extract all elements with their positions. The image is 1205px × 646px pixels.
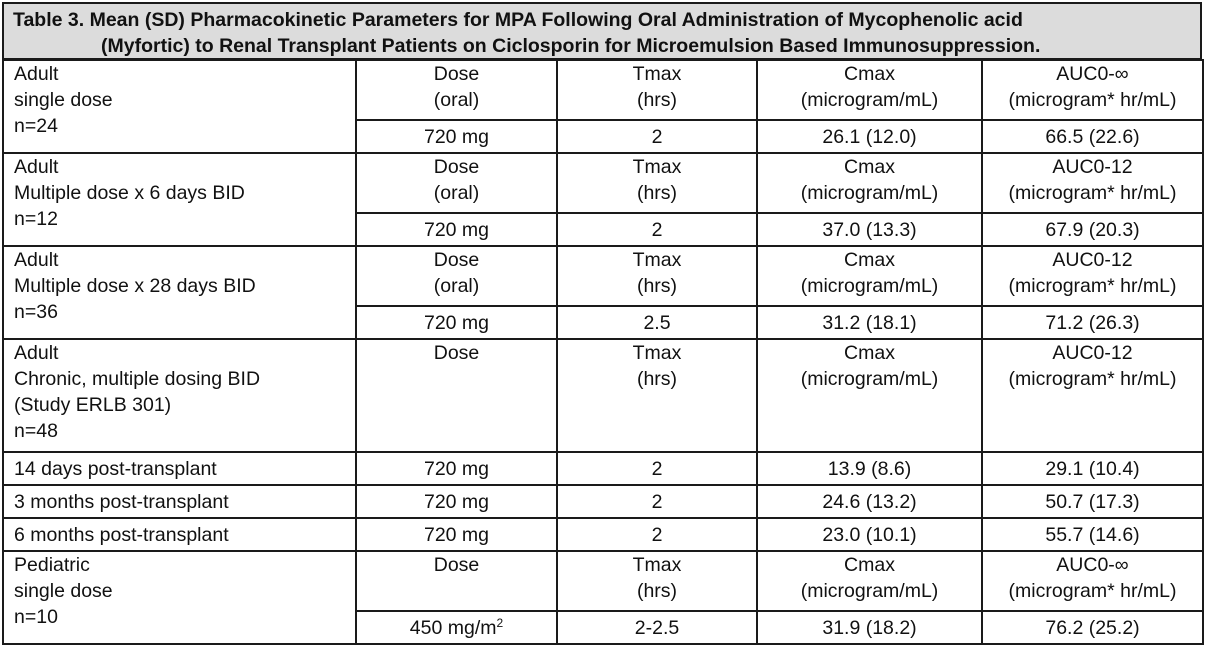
header-cmax: Cmax (microgram/mL)	[757, 551, 982, 611]
auc-value: 67.9 (20.3)	[982, 213, 1203, 246]
dose-value: 450 $mg/m^2$	[356, 611, 557, 644]
table-header-row	[3, 153, 1203, 213]
header-tmax: Tmax (hrs)	[557, 551, 757, 611]
cmax-value: 26.1 (12.0)	[757, 120, 982, 153]
tmax-value: 2	[557, 452, 757, 485]
table-header-row	[3, 551, 1203, 611]
table-header-row	[3, 339, 1203, 452]
header-dose: Dose (oral)	[356, 246, 557, 306]
tmax-value: 2-2.5	[557, 611, 757, 644]
row-label: 14 days post-transplant	[3, 452, 356, 485]
tmax-value: 2	[557, 120, 757, 153]
header-dose: Dose	[356, 339, 557, 452]
header-tmax: Tmax (hrs)	[557, 153, 757, 213]
dose-value: 720 mg	[356, 213, 557, 246]
header-cmax: Cmax (microgram/mL)	[757, 339, 982, 452]
header-auc: AUC0-12 (microgram* hr/mL)	[982, 246, 1203, 306]
group-label-adult-6-days: Adult Multiple dose x 6 days BID n=12	[3, 153, 356, 246]
pharmacokinetic-table	[2, 59, 1204, 645]
group-label-pediatric: Pediatric single dose n=10	[3, 551, 356, 644]
auc-value: 66.5 (22.6)	[982, 120, 1203, 153]
dose-value: 720 mg	[356, 306, 557, 339]
table-row	[3, 485, 1203, 518]
auc-value: 29.1 (10.4)	[982, 452, 1203, 485]
header-cmax: Cmax (microgram/mL)	[757, 246, 982, 306]
table-row	[3, 518, 1203, 551]
tmax-value: 2.5	[557, 306, 757, 339]
header-tmax: Tmax (hrs)	[557, 339, 757, 452]
header-dose: Dose	[356, 551, 557, 611]
table-header-row	[3, 246, 1203, 306]
cmax-value: 13.9 (8.6)	[757, 452, 982, 485]
caption-line-1: Table 3. Mean (SD) Pharmacokinetic Parameters for MPA Following Oral Administration of Mycophenolic acid	[13, 9, 1023, 31]
cmax-value: 31.2 (18.1)	[757, 306, 982, 339]
tmax-value: 2	[557, 485, 757, 518]
dose-superscript: 2	[496, 615, 504, 630]
caption-line-2: (Myfortic) to Renal Transplant Patients on Ciclosporin for Microemulsion Based Immunosuppression.	[101, 35, 1041, 57]
table-row	[3, 452, 1203, 485]
dose-value: 720 mg	[356, 120, 557, 153]
header-auc: AUC0-∞ (microgram* hr/mL)	[982, 60, 1203, 120]
header-auc: AUC0-12 (microgram* hr/mL)	[982, 153, 1203, 213]
auc-value: 71.2 (26.3)	[982, 306, 1203, 339]
header-cmax: Cmax (microgram/mL)	[757, 60, 982, 120]
header-dose: Dose (oral)	[356, 153, 557, 213]
auc-value: 50.7 (17.3)	[982, 485, 1203, 518]
dose-value: 720 mg	[356, 452, 557, 485]
cmax-value: 24.6 (13.2)	[757, 485, 982, 518]
table-caption	[2, 2, 1202, 60]
auc-value: 55.7 (14.6)	[982, 518, 1203, 551]
header-auc: AUC0-∞ (microgram* hr/mL)	[982, 551, 1203, 611]
header-tmax: Tmax (hrs)	[557, 60, 757, 120]
tmax-value: 2	[557, 213, 757, 246]
auc-value: 76.2 (25.2)	[982, 611, 1203, 644]
dose-value: 720 mg	[356, 518, 557, 551]
table-header-row	[3, 60, 1203, 120]
row-label: 6 months post-transplant	[3, 518, 356, 551]
group-label-adult-chronic: Adult Chronic, multiple dosing BID (Study ERLB 301) n=48	[3, 339, 356, 452]
group-label-adult-28-days: Adult Multiple dose x 28 days BID n=36	[3, 246, 356, 339]
cmax-value: 23.0 (10.1)	[757, 518, 982, 551]
group-label-adult-single-dose: Adult single dose n=24	[3, 60, 356, 153]
header-tmax: Tmax (hrs)	[557, 246, 757, 306]
tmax-value: 2	[557, 518, 757, 551]
cmax-value: 31.9 (18.2)	[757, 611, 982, 644]
header-dose: Dose (oral)	[356, 60, 557, 120]
dose-value: 720 mg	[356, 485, 557, 518]
row-label: 3 months post-transplant	[3, 485, 356, 518]
cmax-value: 37.0 (13.3)	[757, 213, 982, 246]
header-auc: AUC0-12 (microgram* hr/mL)	[982, 339, 1203, 452]
header-cmax: Cmax (microgram/mL)	[757, 153, 982, 213]
